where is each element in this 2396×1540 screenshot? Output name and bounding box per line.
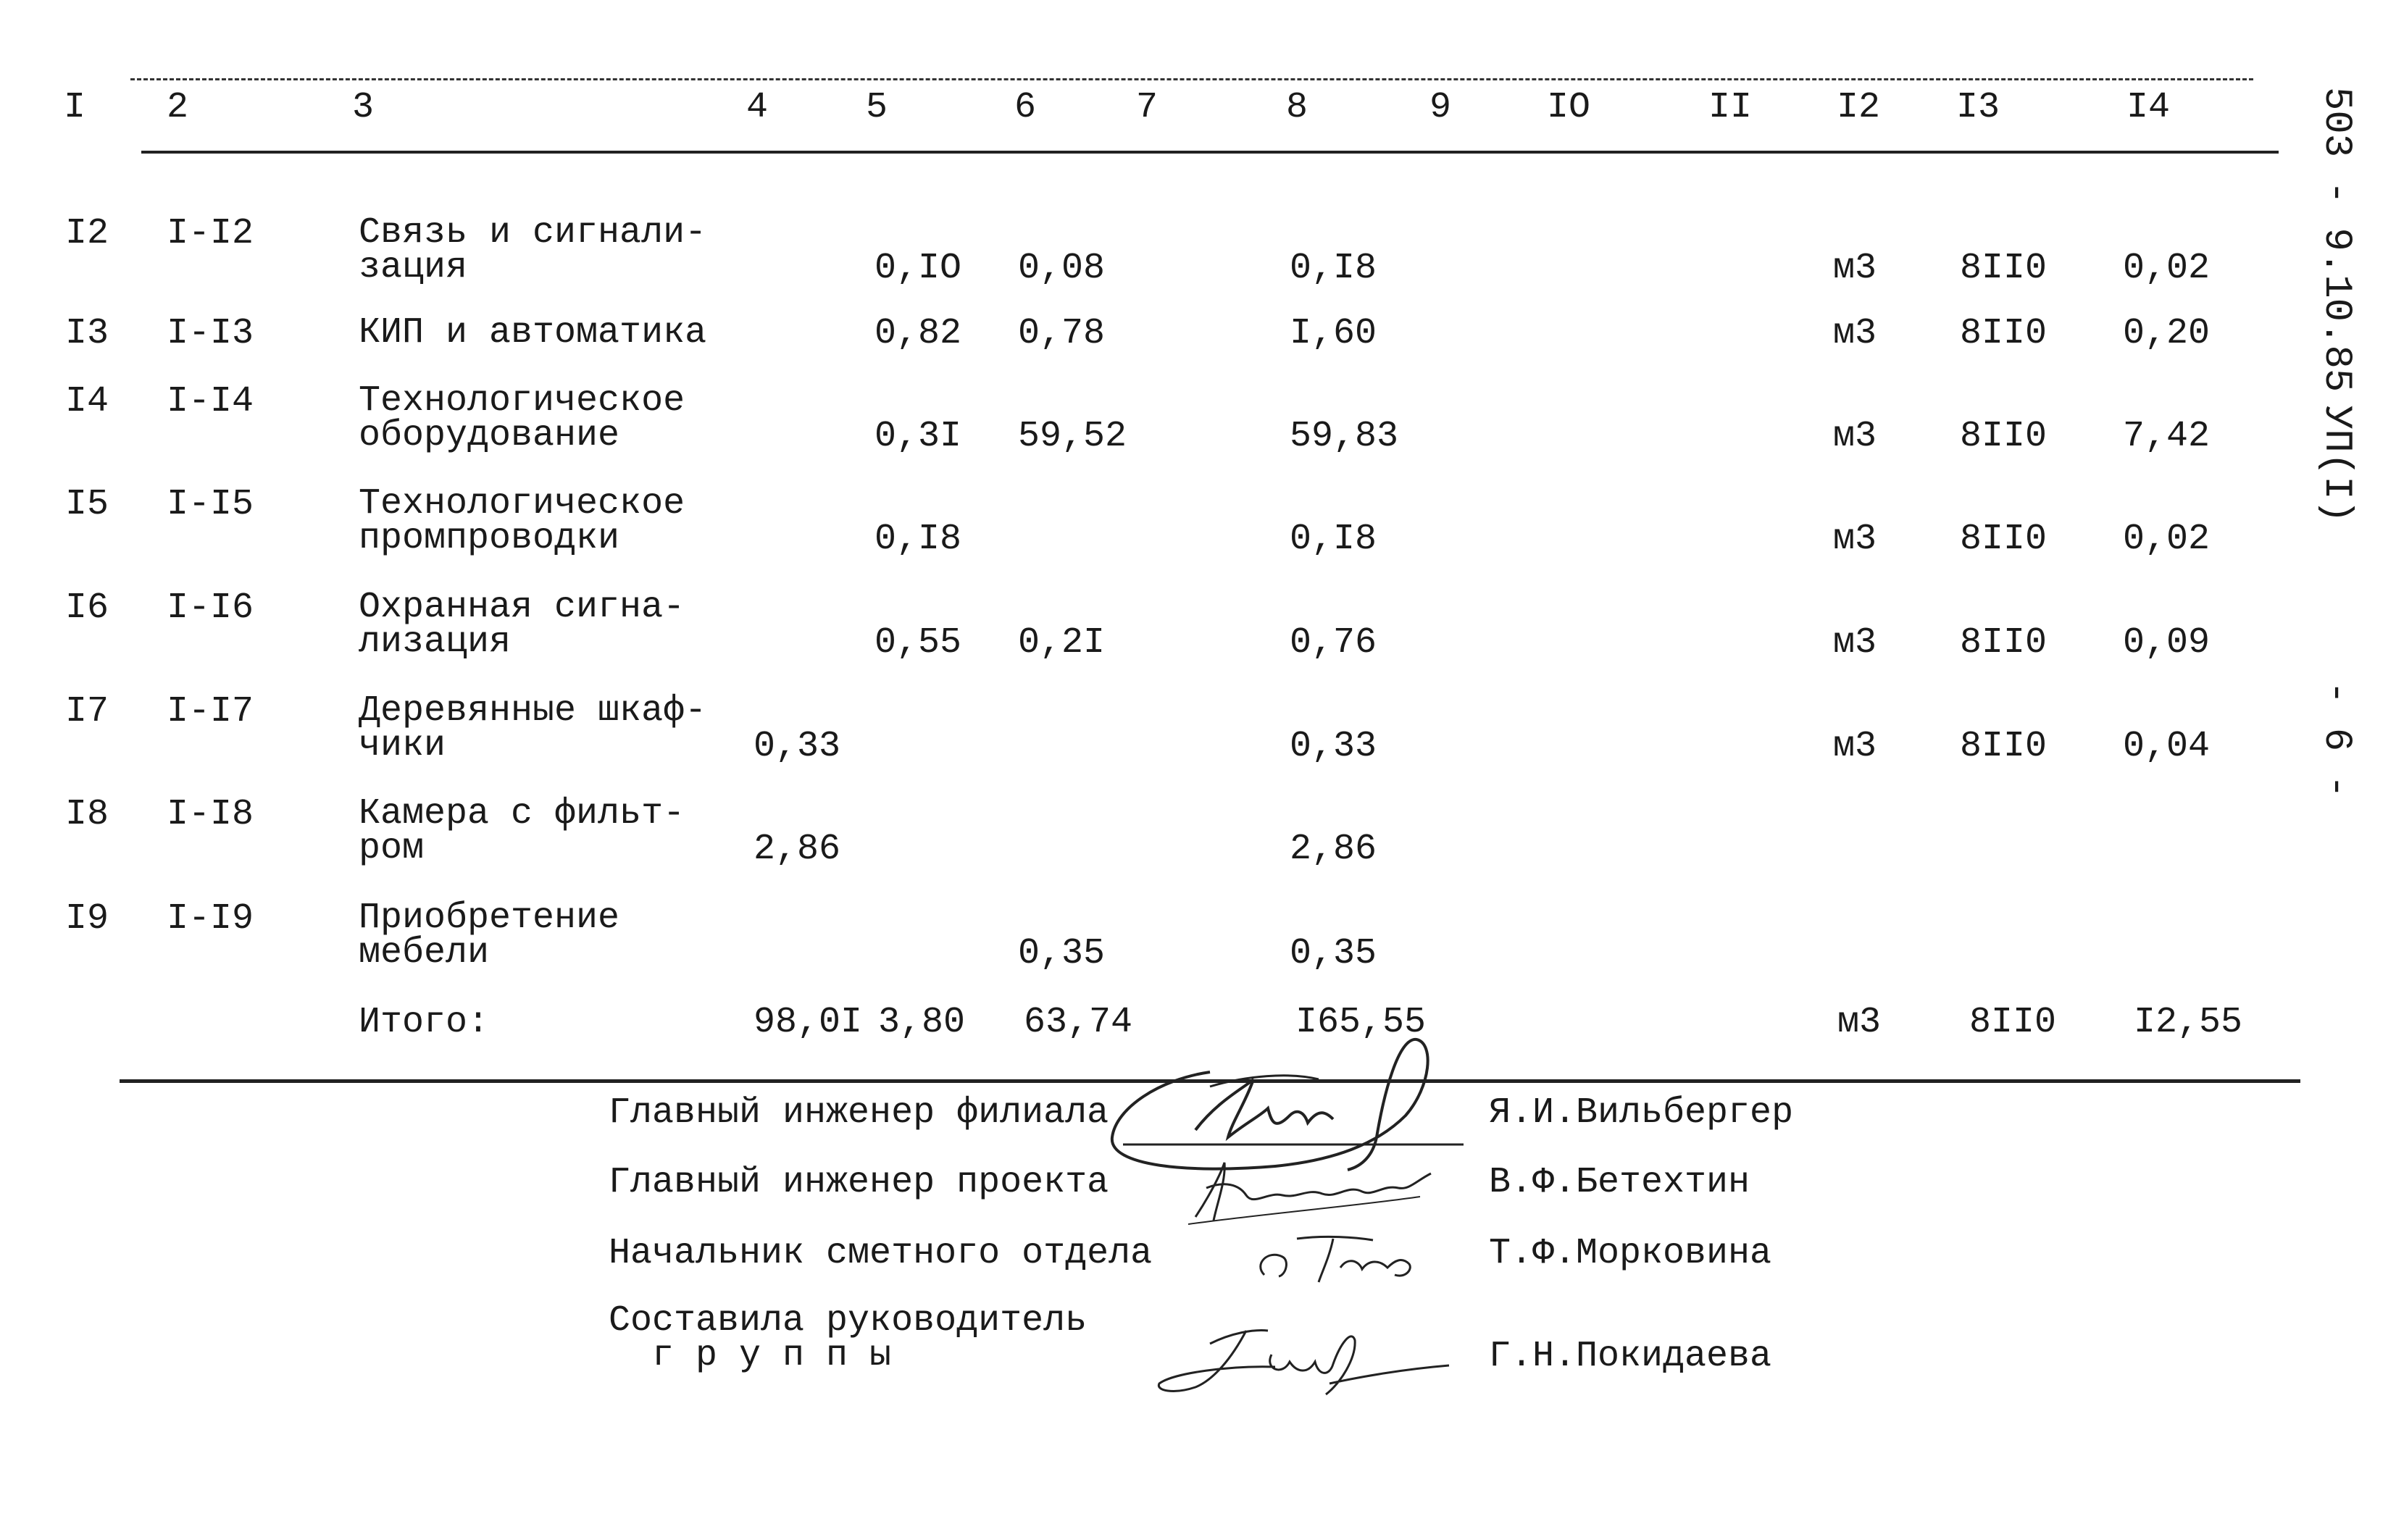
row-cell-c14: 0,09 bbox=[2123, 622, 2211, 664]
row-cell-c5: 0,82 bbox=[875, 313, 962, 354]
row-cell-code: I-I7 bbox=[167, 691, 254, 732]
row-cell-c12: м3 bbox=[1833, 248, 1877, 289]
row-cell-no: I4 bbox=[65, 381, 109, 422]
header-column-8: 8 bbox=[1286, 87, 1308, 128]
row-cell-c5: 0,3I bbox=[875, 416, 962, 457]
row-cell-c8: 2,86 bbox=[1290, 829, 1377, 870]
header-column-7: 7 bbox=[1136, 87, 1159, 128]
row-cell-c8: 0,76 bbox=[1290, 622, 1377, 664]
row-cell-c13: 8II0 bbox=[1960, 622, 2048, 664]
signature-position-1: Главный инженер филиала bbox=[609, 1092, 1109, 1134]
header-column-2: 2 bbox=[167, 87, 189, 128]
header-column-14: I4 bbox=[2126, 87, 2171, 128]
row-cell-c5: 0,IO bbox=[875, 248, 962, 289]
row-cell-c6: 59,52 bbox=[1018, 416, 1127, 457]
signature-morkovina-mark bbox=[1246, 1224, 1427, 1297]
row-cell-c13: 8II0 bbox=[1960, 726, 2048, 767]
total-c13: 8II0 bbox=[1969, 1002, 2057, 1043]
row-cell-name: КИП и автоматика bbox=[359, 312, 707, 353]
row-cell-c12: м3 bbox=[1833, 416, 1877, 457]
row-cell-c14: 0,02 bbox=[2123, 519, 2211, 560]
signature-name-4: Г.Н.Покидаева bbox=[1489, 1336, 1772, 1377]
row-cell-c14: 0,02 bbox=[2123, 248, 2211, 289]
row-cell-c5: 0,I8 bbox=[875, 519, 962, 560]
row-cell-code: I-I3 bbox=[167, 313, 254, 354]
row-cell-name: Деревянные шкаф- чики bbox=[359, 690, 707, 766]
row-cell-code: I-I9 bbox=[167, 898, 254, 940]
row-cell-no: I8 bbox=[65, 794, 109, 835]
row-cell-no: I7 bbox=[65, 691, 109, 732]
header-column-12: I2 bbox=[1837, 87, 1881, 128]
row-cell-c4: 0,33 bbox=[754, 726, 841, 767]
row-cell-name: Технологическое оборудование bbox=[359, 380, 685, 456]
signature-position-3: Начальник сметного отдела bbox=[609, 1233, 1153, 1274]
signature-name-1: Я.И.Вильбергер bbox=[1489, 1092, 1794, 1134]
side-album-number: УП(I) bbox=[2314, 406, 2358, 524]
header-column-3: 3 bbox=[352, 87, 375, 128]
row-cell-code: I-I5 bbox=[167, 484, 254, 525]
header-top-rule bbox=[130, 78, 2253, 80]
header-column-11: II bbox=[1708, 87, 1753, 128]
total-c12: м3 bbox=[1837, 1002, 1882, 1043]
row-cell-c8: 0,I8 bbox=[1290, 248, 1377, 289]
header-column-10: IO bbox=[1547, 87, 1591, 128]
row-cell-c13: 8II0 bbox=[1960, 313, 2048, 354]
signature-name-2: В.Ф.Бетехтин bbox=[1489, 1162, 1750, 1203]
header-column-4: 4 bbox=[746, 87, 769, 128]
row-cell-c6: 0,08 bbox=[1018, 248, 1106, 289]
row-cell-c6: 0,2I bbox=[1018, 622, 1106, 664]
row-cell-code: I-I4 bbox=[167, 381, 254, 422]
row-cell-no: I3 bbox=[65, 313, 109, 354]
row-cell-c12: м3 bbox=[1833, 313, 1877, 354]
side-document-code: 503 - 9.10.85 bbox=[2314, 87, 2358, 393]
header-bottom-rule bbox=[141, 151, 2279, 154]
side-page-number: - 6 - bbox=[2314, 681, 2358, 799]
row-cell-c8: 0,33 bbox=[1290, 726, 1377, 767]
row-cell-c5: 0,55 bbox=[875, 622, 962, 664]
row-cell-no: I5 bbox=[65, 484, 109, 525]
row-cell-c4: 2,86 bbox=[754, 829, 841, 870]
total-c14: I2,55 bbox=[2134, 1002, 2243, 1043]
row-cell-c14: 0,04 bbox=[2123, 726, 2211, 767]
row-cell-c13: 8II0 bbox=[1960, 416, 2048, 457]
total-c5: 3,80 bbox=[878, 1002, 966, 1043]
row-cell-name: Связь и сигнали- зация bbox=[359, 212, 707, 288]
header-column-1: I bbox=[64, 87, 86, 128]
row-cell-c13: 8II0 bbox=[1960, 519, 2048, 560]
header-column-6: 6 bbox=[1014, 87, 1037, 128]
header-column-13: I3 bbox=[1956, 87, 2000, 128]
row-cell-no: I9 bbox=[65, 898, 109, 940]
signature-betekhtin-mark bbox=[1181, 1152, 1442, 1231]
row-cell-c8: 0,35 bbox=[1290, 933, 1377, 974]
row-cell-code: I-I2 bbox=[167, 213, 254, 254]
row-cell-c14: 7,42 bbox=[2123, 416, 2211, 457]
row-cell-name: Камера с фильт- ром bbox=[359, 793, 685, 869]
signature-pokidaeva-mark bbox=[1145, 1315, 1464, 1409]
row-cell-c13: 8II0 bbox=[1960, 248, 2048, 289]
total-label: Итого: bbox=[359, 1002, 490, 1043]
row-cell-c6: 0,35 bbox=[1018, 933, 1106, 974]
row-cell-c8: 0,I8 bbox=[1290, 519, 1377, 560]
row-cell-name: Технологическое промпроводки bbox=[359, 483, 685, 559]
row-cell-name: Охранная сигна- лизация bbox=[359, 587, 685, 663]
header-column-9: 9 bbox=[1429, 87, 1452, 128]
row-cell-no: I2 bbox=[65, 213, 109, 254]
row-cell-c8: 59,83 bbox=[1290, 416, 1399, 457]
row-cell-c12: м3 bbox=[1833, 519, 1877, 560]
total-c4: 98,0I bbox=[754, 1002, 863, 1043]
total-c6: 63,74 bbox=[1024, 1002, 1133, 1043]
row-cell-code: I-I8 bbox=[167, 794, 254, 835]
row-cell-c14: 0,20 bbox=[2123, 313, 2211, 354]
row-cell-no: I6 bbox=[65, 587, 109, 629]
row-cell-c8: I,60 bbox=[1290, 313, 1377, 354]
header-column-5: 5 bbox=[866, 87, 888, 128]
row-cell-name: Приобретение мебели bbox=[359, 897, 620, 974]
row-cell-c12: м3 bbox=[1833, 622, 1877, 664]
signature-name-3: Т.Ф.Морковина bbox=[1489, 1233, 1772, 1274]
total-c8: I65,55 bbox=[1295, 1002, 1427, 1043]
row-cell-code: I-I6 bbox=[167, 587, 254, 629]
signature-position-4: Составила руководитель г р у п п ы bbox=[609, 1300, 1088, 1376]
row-cell-c6: 0,78 bbox=[1018, 313, 1106, 354]
signature-position-2: Главный инженер проекта bbox=[609, 1162, 1109, 1203]
row-cell-c12: м3 bbox=[1833, 726, 1877, 767]
